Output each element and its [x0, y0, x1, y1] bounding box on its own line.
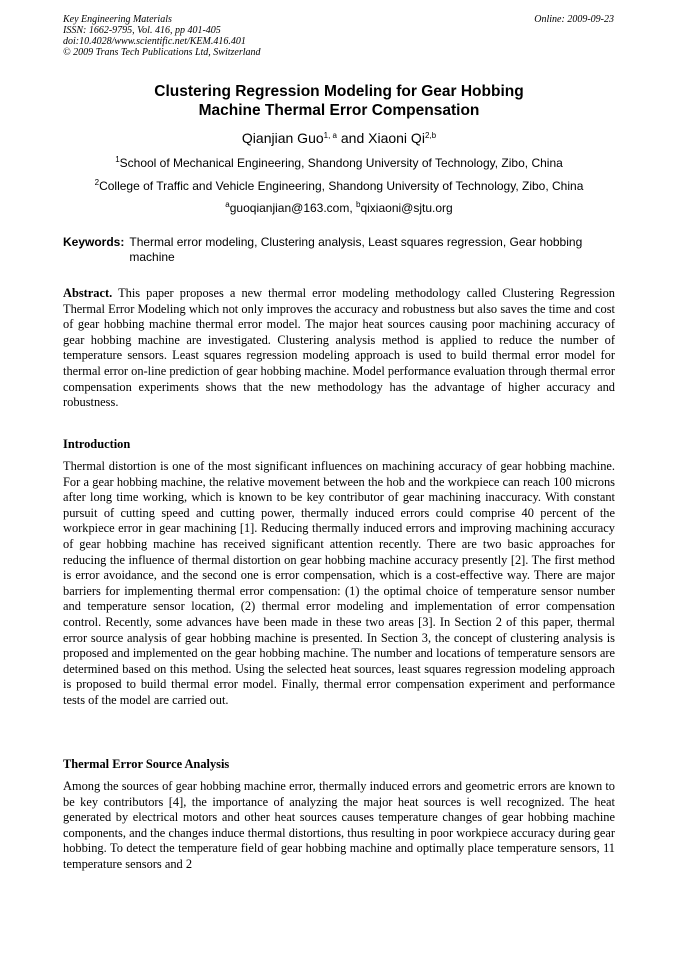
affiliation-1 — [63, 156, 615, 171]
affiliation-2 — [63, 179, 615, 194]
author-emails — [63, 201, 615, 216]
abstract-label: Abstract. — [63, 286, 113, 300]
author-2-affil: 2,b — [424, 131, 437, 140]
online-date: Online: 2009-09-23 — [534, 14, 614, 25]
introduction-heading: Introduction — [63, 437, 131, 451]
author-list — [63, 130, 615, 147]
abstract-text: This paper proposes a new thermal error modeling methodology called Clustering Regression Thermal Error Modeling which not only improves the accuracy and robustness but also saves the time and cost of gear hobbing machine thermal error model. The major heat sources causing poor machining accuracy of gear hobbing machine are investigated. Clustering analysis method is applied to reduce the number of temperature sensors. Least squares regression modeling approach is used to build thermal error model for thermal error on-line prediction of gear hobbing machine. Model performance evaluation through thermal error compensation experiments shows that the new methodology has the advantage of higher accuracy and robustness. — [63, 286, 615, 410]
author-1-affil: 1, a — [323, 131, 337, 140]
email-a-marker: a — [225, 200, 230, 209]
keywords-text: Thermal error modeling, Clustering analysis, Least squares regression, Gear hobbing machine — [129, 235, 583, 264]
doi-line: doi:10.4028/www.scientific.net/KEM.416.401 — [63, 36, 246, 47]
affiliation-1-marker: 1 — [115, 155, 120, 164]
title-line-2: Machine Thermal Error Compensation — [198, 102, 480, 119]
author-1: Qianjian Guo — [241, 130, 324, 146]
keywords-label: Keywords: — [63, 235, 125, 249]
email-b-marker: b — [356, 200, 361, 209]
affiliation-2-text: College of Traffic and Vehicle Engineering, Shandong University of Technology, Zibo, China — [99, 179, 584, 193]
thermal-source-heading: Thermal Error Source Analysis — [63, 757, 230, 771]
affiliation-1-text: School of Mechanical Engineering, Shandong University of Technology, Zibo, China — [119, 156, 563, 170]
journal-name: Key Engineering Materials — [63, 14, 172, 25]
affiliation-2-marker: 2 — [94, 178, 100, 187]
copyright-line: © 2009 Trans Tech Publications Ltd, Switzerland — [63, 47, 261, 58]
email-a[interactable]: guoqianjian@163.com, — [229, 201, 357, 215]
issn-line: ISSN: 1662-9795, Vol. 416, pp 401-405 — [63, 25, 221, 36]
keywords — [63, 235, 615, 265]
journal-header — [63, 14, 261, 58]
thermal-source-text: Among the sources of gear hobbing machine error, thermally induced errors and geometric errors are known to be key contributors [4], the importance of analyzing the major heat sources is well recognized. The heat generated by electrical motors and other heat sources causes temperature changes of gear hobbing machine components, and the changes induce thermal distortions, thus resulting in poor workpiece accuracy during gear hobbing. To detect the temperature field of gear hobbing machine and optimally place temperature sensors, 11 temperature sensors and 2 — [63, 779, 615, 871]
paper-title — [63, 82, 615, 120]
email-b[interactable]: qixiaoni@sjtu.org — [360, 201, 453, 215]
author-2: Xiaoni Qi — [368, 130, 425, 146]
author-connector: and — [336, 130, 369, 146]
abstract — [63, 286, 615, 411]
introduction-text: Thermal distortion is one of the most significant influences on machining accuracy of gear hobbing machine. For a gear hobbing machine, the relative movement between the hob and the workpiece can reach 100 microns after long time working, which is known to be key contributor of gear machining inaccuracy. With constant pursuit of cutting speed and cutting power, thermally induced errors could comprise 40 percent of the workpiece error in gear machining [1]. Reducing thermally induced errors and improving machining accuracy of gear hobbing machine has received significant attention recently. There are two basic approaches for reducing the influence of thermal distortion on gear hobbing machine accuracy presently [2]. The first method is error avoidance, and the second one is error compensation, which is a cost-effective way. There are major barriers for implementing thermal error compensation: (1) the optimal choice of temperature sensor number and temperature sensor location, (2) thermal error modeling and implementation of error compensation control. Recently, some advances have been made in these two areas [3]. In Section 2 of this paper, thermal error source analysis of gear hobbing machine is presented. In Section 3, the concept of clustering analysis is proposed and implemented on the gear hobbing machine. The number and locations of temperature sensors are determined based on this method. Using the selected heat sources, least squares regression modeling approach is proposed to build thermal error model. Finally, thermal error compensation experiment and performance tests of the model are carried out. — [63, 459, 615, 707]
title-line-1: Clustering Regression Modeling for Gear Hobbing — [154, 83, 524, 100]
